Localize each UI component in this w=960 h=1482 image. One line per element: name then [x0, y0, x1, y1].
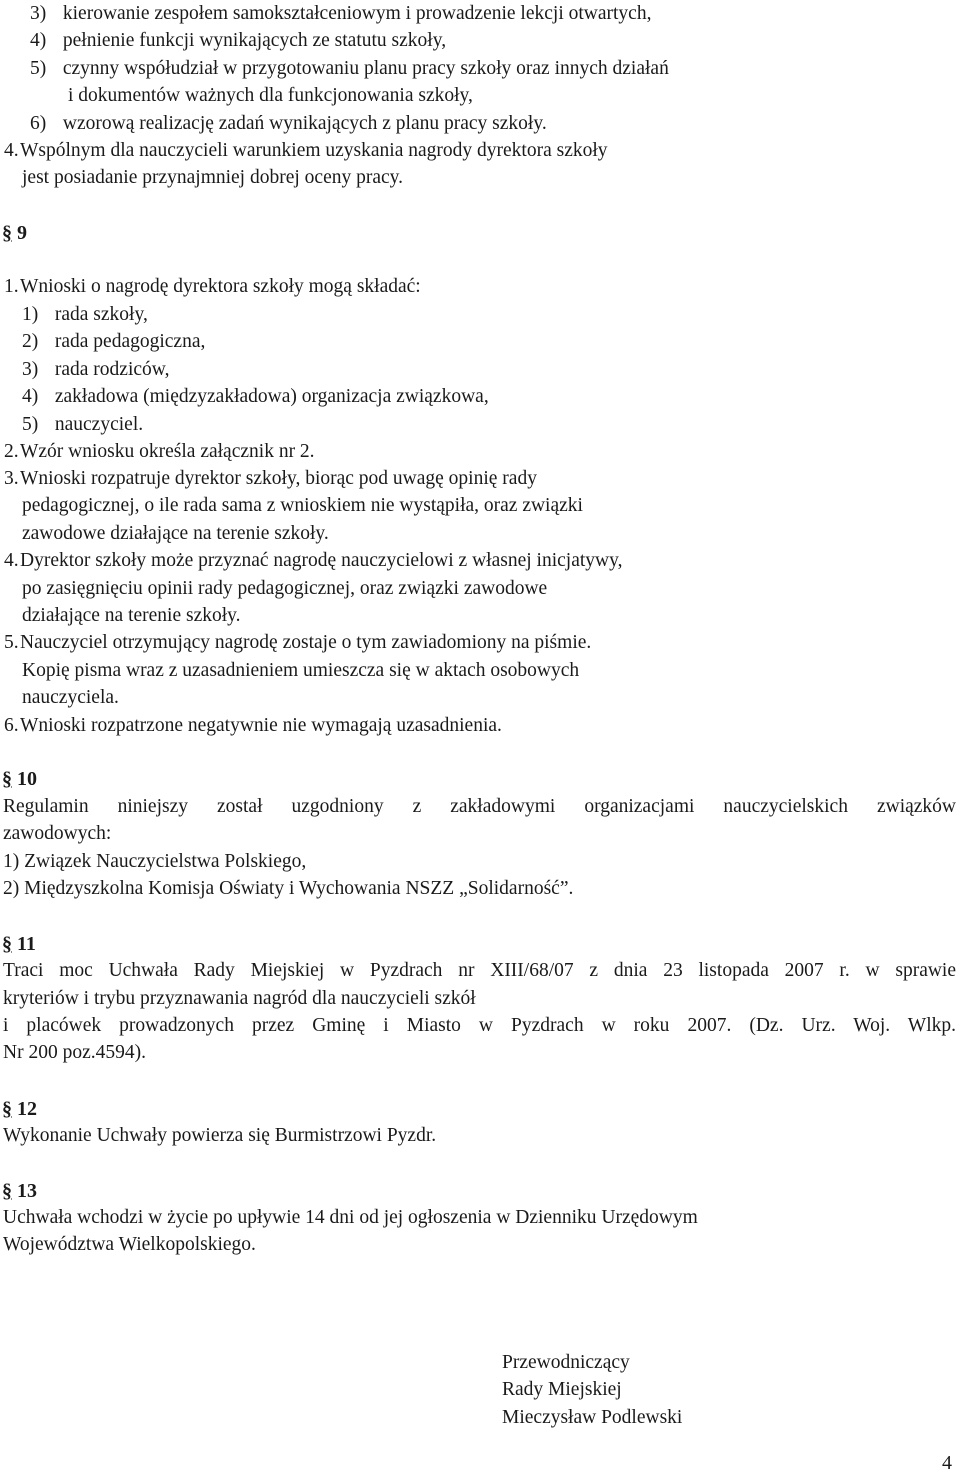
paragraph-9-3-continuation: pedagogicznej, o ile rada sama z wnioskiem nie wystąpiła, oraz związki [22, 495, 583, 516]
section-11-text: Nr 200 poz.4594). [3, 1042, 146, 1063]
paragraph-9-1: 1.Wnioski o nagrodę dyrektora szkoły mogą składać: [4, 276, 421, 297]
paragraph-9-5-continuation: nauczyciela. [22, 687, 119, 708]
list-item: 1) Związek Nauczycielstwa Polskiego, [3, 851, 307, 872]
list-item: 6) wzorową realizację zadań wynikających z planu pracy szkoły. [30, 113, 547, 134]
section-13-text: Uchwała wchodzi w życie po upływie 14 dni od jej ogłoszenia w Dzienniku Urzędowym [3, 1207, 698, 1228]
list-item: 4) pełnienie funkcji wynikających ze statutu szkoły, [30, 30, 447, 51]
section-10-text: Regulamin niniejszy został uzgodniony z zakładowymi organizacjami nauczycielskich związków [3, 796, 956, 817]
signature-line: Mieczysław Podlewski [502, 1407, 683, 1428]
section-sign: § [2, 1180, 12, 1202]
paragraph-4: 4.Wspólnym dla nauczycieli warunkiem uzyskania nagrody dyrektora szkoły [4, 140, 608, 161]
paragraph-9-4: 4.Dyrektor szkoły może przyznać nagrodę nauczycielowi z własnej inicjatywy, [4, 550, 623, 571]
section-11-heading: § 11 [2, 933, 36, 955]
section-sign: § [2, 222, 12, 244]
paragraph-9-5: 5.Nauczyciel otrzymujący nagrodę zostaje o tym zawiadomiony na piśmie. [4, 632, 592, 653]
list-item: 1) rada szkoły, [22, 304, 148, 325]
section-sign: § [2, 1098, 12, 1120]
section-13-text: Województwa Wielkopolskiego. [3, 1234, 256, 1255]
list-item: 3) kierowanie zespołem samokształceniowym i prowadzenie lekcji otwartych, [30, 3, 652, 24]
section-9-heading: § 9 [2, 222, 27, 244]
signature-line: Rady Miejskiej [502, 1379, 622, 1400]
list-item: 2) Międzyszkolna Komisja Oświaty i Wychowania NSZZ „Solidarność”. [3, 878, 574, 899]
paragraph-9-3-continuation: zawodowe działające na terenie szkoły. [22, 523, 329, 544]
paragraph-9-2: 2.Wzór wniosku określa załącznik nr 2. [4, 441, 315, 462]
section-sign: § [2, 933, 12, 955]
paragraph-9-4-continuation: działające na terenie szkoły. [22, 605, 241, 626]
page-number: 4 [942, 1452, 952, 1474]
section-13-heading: § 13 [2, 1180, 37, 1202]
signature-line: Przewodniczący [502, 1352, 630, 1373]
section-12-text: Wykonanie Uchwały powierza się Burmistrzowi Pyzdr. [3, 1125, 437, 1146]
paragraph-9-6: 6.Wnioski rozpatrzone negatywnie nie wymagają uzasadnienia. [4, 715, 502, 736]
section-11-text: Traci moc Uchwała Rady Miejskiej w Pyzdrach nr XIII/68/07 z dnia 23 listopada 2007 r. w sprawie [3, 960, 956, 981]
section-12-heading: § 12 [2, 1098, 37, 1120]
list-item: 5) nauczyciel. [22, 414, 144, 435]
paragraph-9-5-continuation: Kopię pisma wraz z uzasadnieniem umieszcza się w aktach osobowych [22, 660, 580, 681]
section-11-text: i placówek prowadzonych przez Gminę i Miasto w Pyzdrach w roku 2007. (Dz. Urz. Woj. Wlkp. [3, 1015, 956, 1036]
section-10-text: zawodowych: [3, 823, 112, 844]
section-sign: § [2, 768, 12, 790]
paragraph-9-4-continuation: po zasięgnięciu opinii rady pedagogicznej, oraz związki zawodowe [22, 578, 548, 599]
section-10-heading: § 10 [2, 768, 37, 790]
paragraph-4-continuation: jest posiadanie przynajmniej dobrej oceny pracy. [22, 167, 404, 188]
section-11-text: kryteriów i trybu przyznawania nagród dla nauczycieli szkół [3, 988, 476, 1009]
paragraph-9-3: 3.Wnioski rozpatruje dyrektor szkoły, biorąc pod uwagę opinię rady [4, 468, 537, 489]
list-item: 2) rada pedagogiczna, [22, 331, 206, 352]
list-item: 3) rada rodziców, [22, 359, 170, 380]
list-item-continuation: i dokumentów ważnych dla funkcjonowania szkoły, [68, 85, 473, 106]
list-item: 4) zakładowa (międzyzakładowa) organizacja związkowa, [22, 386, 489, 407]
list-item: 5) czynny współudział w przygotowaniu planu pracy szkoły oraz innych działań [30, 58, 669, 79]
